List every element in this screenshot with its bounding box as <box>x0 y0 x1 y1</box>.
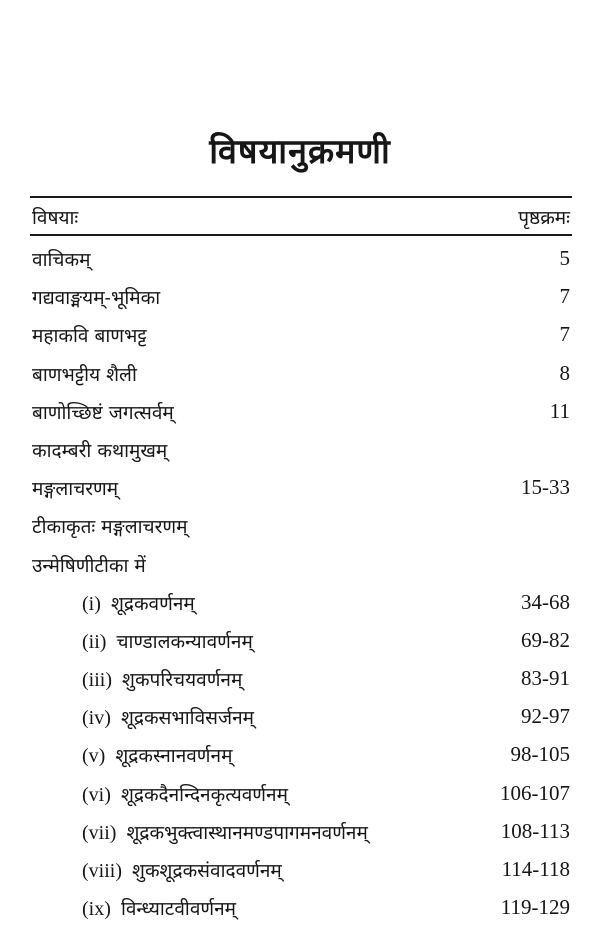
toc-entry-page: 15-33 <box>521 475 570 500</box>
roman-numeral: (iv) <box>82 707 111 730</box>
toc-entry-page: 106-107 <box>500 780 570 805</box>
subject-column-label: विषयाः <box>32 207 79 229</box>
toc-subentry-text: शूद्रकदैनन्दिनकृत्यवर्णनम् <box>120 783 288 806</box>
toc-subentry-title <box>82 666 242 692</box>
toc-entry <box>30 242 572 280</box>
toc-entry-page: 119-129 <box>500 895 570 920</box>
roman-numeral: (i) <box>82 592 101 615</box>
toc-entry-page: 92-97 <box>521 704 570 729</box>
toc-subentry-text: शुकपरिचयवर्णनम् <box>122 669 243 692</box>
toc-entry-title: बाणभट्टीय शैली <box>32 363 137 386</box>
toc-subentry-title <box>82 895 236 921</box>
toc-subentry <box>30 586 572 624</box>
toc-entry-title: गद्यवाङ्मयम्-भूमिका <box>32 287 161 310</box>
top-rule <box>30 196 572 198</box>
toc-entry-page: 34-68 <box>521 589 570 614</box>
toc-entry <box>30 357 572 395</box>
toc-subentry-text: शूद्रकवर्णनम् <box>110 592 195 615</box>
toc-entry-page: 98-105 <box>510 742 570 767</box>
toc-list <box>30 242 572 929</box>
toc-entry-title: उन्मेषिणीटीका में <box>32 554 146 577</box>
toc-subentry <box>30 853 572 891</box>
toc-subentry <box>30 700 572 738</box>
toc-entry-title: बाणोच्छिष्टं जगत्सर्वम् <box>32 401 174 424</box>
toc-entry-title: वाचिकम् <box>32 249 91 271</box>
toc-entry <box>30 548 572 586</box>
toc-entry-page: 8 <box>559 360 570 385</box>
toc-subentry <box>30 624 572 662</box>
toc-subentry-title <box>82 628 253 654</box>
roman-numeral: (viii) <box>82 860 122 882</box>
roman-numeral: (ix) <box>82 898 111 921</box>
toc-subentry-text: शूद्रकसभाविसर्जनम् <box>120 707 254 730</box>
page-column-label: पृष्ठक्रमः <box>518 207 570 229</box>
toc-subentry-title <box>82 590 195 616</box>
toc-subentry-text: शुकशूद्रकसंवादवर्णनम् <box>132 860 282 882</box>
header-rule <box>30 234 572 236</box>
toc-subentry-text: चाण्डालकन्यावर्णनम् <box>116 630 253 653</box>
toc-subentry <box>30 815 572 853</box>
toc-subentry-text: शूद्रकस्नानवर्णनम् <box>115 745 233 768</box>
toc-subentry <box>30 662 572 700</box>
toc-subentry-title <box>82 704 254 730</box>
toc-subentry-title <box>82 819 368 845</box>
toc-entry-page: 114-118 <box>501 857 570 881</box>
toc-entry <box>30 395 572 433</box>
toc-entry <box>30 318 572 356</box>
toc-entry-page: 83-91 <box>521 666 570 691</box>
toc-entry-page: 108-113 <box>500 818 570 843</box>
toc-entry <box>30 471 572 509</box>
toc-entry <box>30 433 572 471</box>
toc-entry-page: 7 <box>559 284 570 309</box>
toc-header <box>30 200 572 232</box>
roman-numeral: (iii) <box>82 669 112 692</box>
roman-numeral: (vii) <box>82 821 117 844</box>
toc-subentry-title <box>82 742 232 768</box>
toc-entry-title: महाकवि बाणभट्ट <box>32 325 147 348</box>
toc-entry-page: 69-82 <box>521 627 570 652</box>
toc-entry-title: कादम्बरी कथामुखम् <box>32 439 168 462</box>
toc-entry-title: टीकाकृतः मङ्गलाचरणम् <box>32 516 188 539</box>
toc-entry-page: 7 <box>559 322 570 347</box>
toc-subentry-title <box>82 857 282 883</box>
toc-subentry <box>30 891 572 929</box>
toc-subentry <box>30 777 572 815</box>
roman-numeral: (ii) <box>82 630 107 653</box>
roman-numeral: (v) <box>82 745 106 768</box>
toc-subentry-text: शूद्रकभुक्त्वास्थानमण्डपागमनवर्णनम् <box>126 821 368 844</box>
page-title: विषयानुक्रमणी <box>209 131 391 172</box>
toc-subentry-title <box>82 781 288 807</box>
toc-entry-title: मङ्गलाचरणम् <box>32 478 119 501</box>
toc-subentry-text: विन्ध्याटवीवर्णनम् <box>120 898 237 921</box>
toc-subentry <box>30 738 572 776</box>
toc-entry <box>30 509 572 547</box>
toc-entry <box>30 280 572 318</box>
toc-entry-page: 5 <box>559 246 570 270</box>
toc-entry-page: 11 <box>549 398 570 423</box>
roman-numeral: (vi) <box>82 783 111 806</box>
